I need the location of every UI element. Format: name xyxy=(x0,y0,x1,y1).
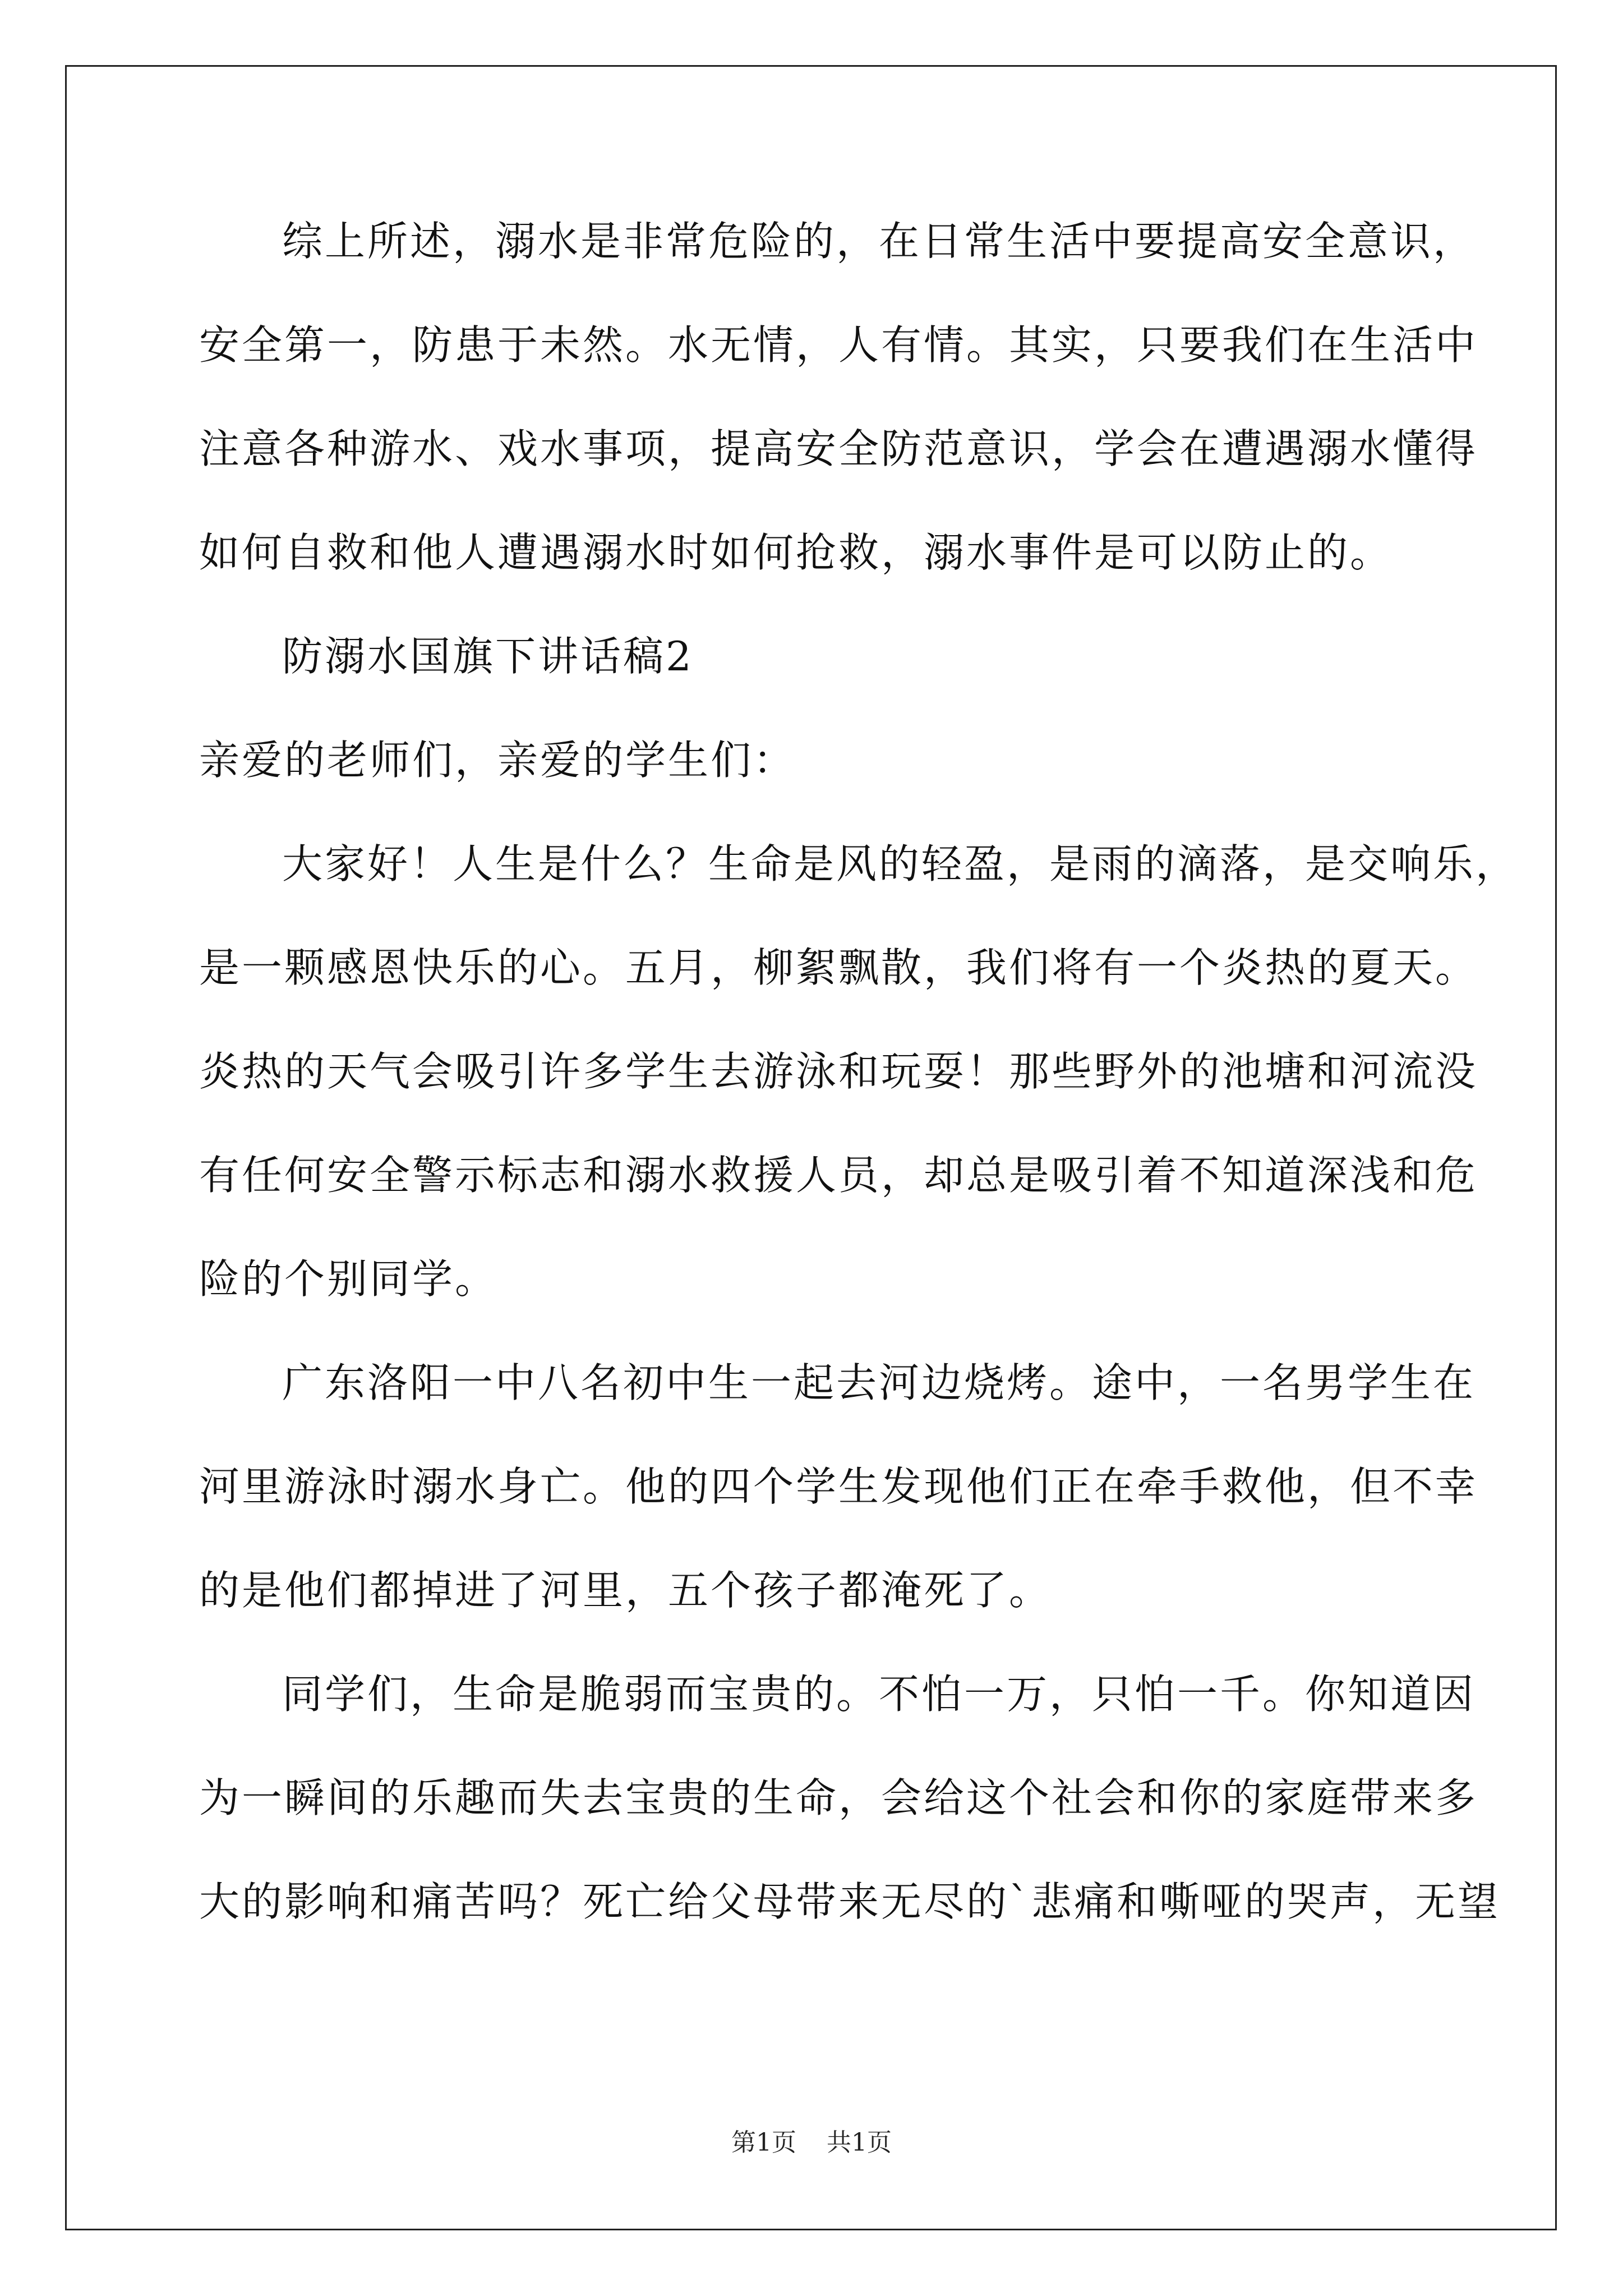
text-line: 广东洛阳一中八名初中生一起去河边烧烤。途中，一名男学生在 xyxy=(282,1359,1476,1406)
text-line: 是一颗感恩快乐的心。五月，柳絮飘散，我们将有一个炎热的夏天。 xyxy=(199,944,1478,991)
text-line: 为一瞬间的乐趣而失去宝贵的生命，会给这个社会和你的家庭带来多 xyxy=(199,1774,1478,1821)
page-number: 第1页 xyxy=(731,2128,796,2157)
section-heading: 防溺水国旗下讲话稿2 xyxy=(282,633,694,680)
text-line: 炎热的天气会吸引许多学生去游泳和玩耍！那些野外的池塘和河流没 xyxy=(199,1048,1478,1095)
page-footer xyxy=(0,2126,1623,2160)
page-total: 共1页 xyxy=(827,2128,892,2157)
text-line: 注意各种游水、戏水事项，提高安全防范意识，学会在遭遇溺水懂得 xyxy=(199,425,1478,472)
text-line: 同学们，生命是脆弱而宝贵的。不怕一万，只怕一千。你知道因 xyxy=(282,1671,1476,1718)
salutation: 亲爱的老师们，亲爱的学生们： xyxy=(199,737,796,784)
text-line: 河里游泳时溺水身亡。他的四个学生发现他们正在牵手救他，但不幸 xyxy=(199,1463,1478,1510)
document-body xyxy=(199,213,1519,1977)
text-line: 大家好！人生是什么？生命是风的轻盈，是雨的滴落，是交响乐， xyxy=(282,840,1519,887)
text-line: 有任何安全警示标志和溺水救援人员，却总是吸引着不知道深浅和危 xyxy=(199,1152,1478,1199)
text-line: 险的个别同学。 xyxy=(199,1255,498,1303)
text-line: 大的影响和痛苦吗？死亡给父母带来无尽的`悲痛和嘶哑的哭声，无望 xyxy=(199,1878,1501,1925)
text-line: 如何自救和他人遭遇溺水时如何抢救，溺水事件是可以防止的。 xyxy=(199,529,1393,576)
text-line: 安全第一，防患于未然。水无情，人有情。其实，只要我们在生活中 xyxy=(199,321,1478,369)
text-line: 综上所述，溺水是非常危险的，在日常生活中要提高安全意识， xyxy=(282,218,1476,265)
text-line: 的是他们都掉进了河里，五个孩子都淹死了。 xyxy=(199,1567,1052,1614)
